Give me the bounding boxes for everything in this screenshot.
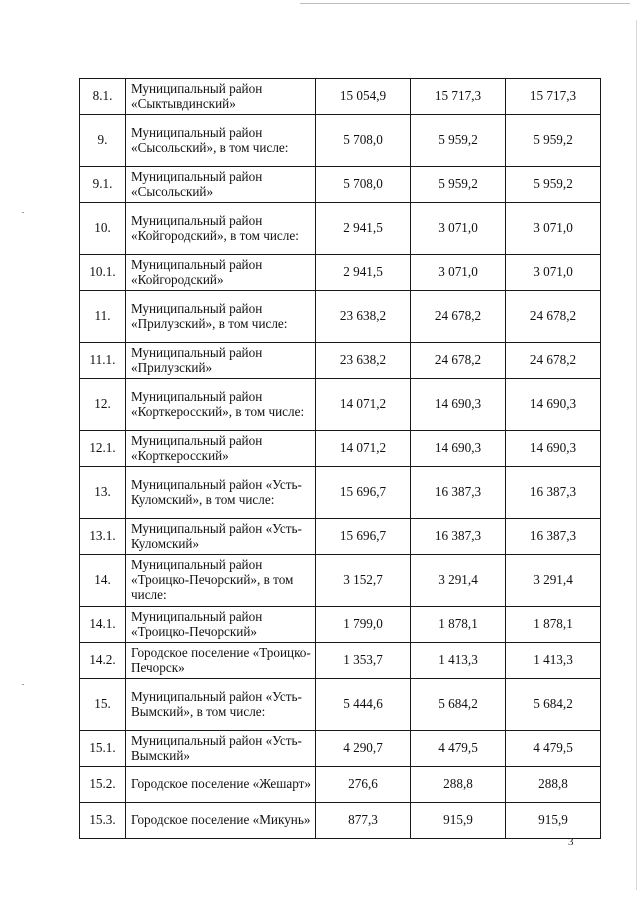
table-row — [80, 679, 601, 731]
amount-col-2: 3 071,0 — [411, 203, 506, 255]
row-number: 15. — [80, 679, 126, 731]
amount-col-2: 5 959,2 — [411, 115, 506, 167]
amount-col-1: 15 696,7 — [316, 467, 411, 519]
table-row — [80, 767, 601, 803]
municipality-name: Муниципальный район «Троицко-Печорский» — [126, 607, 316, 643]
amount-col-1: 5 444,6 — [316, 679, 411, 731]
amount-col-2: 5 684,2 — [411, 679, 506, 731]
municipality-name: Муниципальный район «Усть-Куломский» — [126, 519, 316, 555]
municipality-name: Муниципальный район «Усть-Вымский», в том числе: — [126, 679, 316, 731]
table-row — [80, 379, 601, 431]
amount-col-2: 14 690,3 — [411, 431, 506, 467]
table-row — [80, 519, 601, 555]
amount-col-1: 1 799,0 — [316, 607, 411, 643]
row-number: 9.1. — [80, 167, 126, 203]
amount-col-3: 24 678,2 — [506, 343, 601, 379]
row-number: 12. — [80, 379, 126, 431]
row-number: 15.1. — [80, 731, 126, 767]
municipality-name: Муниципальный район «Койгородский» — [126, 255, 316, 291]
amount-col-2: 4 479,5 — [411, 731, 506, 767]
table-row — [80, 291, 601, 343]
amount-col-3: 1 413,3 — [506, 643, 601, 679]
amount-col-2: 1 878,1 — [411, 607, 506, 643]
amount-col-2: 915,9 — [411, 803, 506, 839]
amount-col-2: 5 959,2 — [411, 167, 506, 203]
amount-col-1: 5 708,0 — [316, 167, 411, 203]
amount-col-1: 14 071,2 — [316, 431, 411, 467]
municipality-name: Муниципальный район «Троицко-Печорский», в том числе: — [126, 555, 316, 607]
row-number: 10. — [80, 203, 126, 255]
row-number: 14.2. — [80, 643, 126, 679]
amount-col-3: 5 684,2 — [506, 679, 601, 731]
amount-col-3: 15 717,3 — [506, 79, 601, 115]
table-row — [80, 607, 601, 643]
row-number: 15.2. — [80, 767, 126, 803]
amount-col-3: 16 387,3 — [506, 519, 601, 555]
amount-col-3: 1 878,1 — [506, 607, 601, 643]
amount-col-1: 3 152,7 — [316, 555, 411, 607]
municipality-name: Городское поселение «Микунь» — [126, 803, 316, 839]
amount-col-1: 1 353,7 — [316, 643, 411, 679]
amount-col-1: 15 054,9 — [316, 79, 411, 115]
amount-col-3: 4 479,5 — [506, 731, 601, 767]
table-row — [80, 731, 601, 767]
table-row — [80, 167, 601, 203]
municipality-name: Муниципальный район «Корткеросский», в том числе: — [126, 379, 316, 431]
amount-col-2: 24 678,2 — [411, 291, 506, 343]
municipality-name: Муниципальный район «Усть-Вымский» — [126, 731, 316, 767]
table-row — [80, 343, 601, 379]
amount-col-3: 5 959,2 — [506, 115, 601, 167]
municipality-name: Муниципальный район «Корткеросский» — [126, 431, 316, 467]
table-row — [80, 79, 601, 115]
table-row — [80, 255, 601, 291]
row-number: 14.1. — [80, 607, 126, 643]
amount-col-1: 4 290,7 — [316, 731, 411, 767]
row-number: 11. — [80, 291, 126, 343]
table-row — [80, 555, 601, 607]
amount-col-1: 14 071,2 — [316, 379, 411, 431]
amount-col-3: 3 071,0 — [506, 255, 601, 291]
municipality-name: Муниципальный район «Сыктывдинский» — [126, 79, 316, 115]
row-number: 13.1. — [80, 519, 126, 555]
amount-col-1: 15 696,7 — [316, 519, 411, 555]
amount-col-1: 2 941,5 — [316, 255, 411, 291]
table-row — [80, 643, 601, 679]
amount-col-1: 877,3 — [316, 803, 411, 839]
municipality-name: Муниципальный район «Прилузский», в том числе: — [126, 291, 316, 343]
row-number: 8.1. — [80, 79, 126, 115]
amount-col-3: 288,8 — [506, 767, 601, 803]
budget-distribution-table — [79, 78, 601, 839]
amount-col-2: 16 387,3 — [411, 519, 506, 555]
table-row — [80, 203, 601, 255]
row-number: 13. — [80, 467, 126, 519]
amount-col-1: 5 708,0 — [316, 115, 411, 167]
municipality-name: Муниципальный район «Сысольский», в том числе: — [126, 115, 316, 167]
municipality-name: Городское поселение «Жешарт» — [126, 767, 316, 803]
amount-col-1: 23 638,2 — [316, 343, 411, 379]
amount-col-3: 24 678,2 — [506, 291, 601, 343]
page-number: 3 — [568, 836, 574, 848]
row-number: 15.3. — [80, 803, 126, 839]
amount-col-3: 14 690,3 — [506, 431, 601, 467]
amount-col-2: 288,8 — [411, 767, 506, 803]
scan-edge-right — [636, 20, 637, 890]
municipality-name: Городское поселение «Троицко-Печорск» — [126, 643, 316, 679]
table-row — [80, 803, 601, 839]
row-number: 9. — [80, 115, 126, 167]
municipality-name: Муниципальный район «Сысольский» — [126, 167, 316, 203]
amount-col-1: 2 941,5 — [316, 203, 411, 255]
amount-col-1: 276,6 — [316, 767, 411, 803]
municipality-name: Муниципальный район «Усть-Куломский», в том числе: — [126, 467, 316, 519]
table-row — [80, 431, 601, 467]
row-number: 10.1. — [80, 255, 126, 291]
municipality-name: Муниципальный район «Койгородский», в том числе: — [126, 203, 316, 255]
amount-col-2: 3 071,0 — [411, 255, 506, 291]
amount-col-2: 3 291,4 — [411, 555, 506, 607]
row-number: 12.1. — [80, 431, 126, 467]
amount-col-3: 5 959,2 — [506, 167, 601, 203]
scan-speck — [22, 684, 24, 685]
municipality-name: Муниципальный район «Прилузский» — [126, 343, 316, 379]
amount-col-3: 16 387,3 — [506, 467, 601, 519]
amount-col-2: 24 678,2 — [411, 343, 506, 379]
row-number: 11.1. — [80, 343, 126, 379]
table-row — [80, 115, 601, 167]
amount-col-2: 14 690,3 — [411, 379, 506, 431]
amount-col-3: 915,9 — [506, 803, 601, 839]
table-row — [80, 467, 601, 519]
amount-col-3: 14 690,3 — [506, 379, 601, 431]
amount-col-3: 3 071,0 — [506, 203, 601, 255]
amount-col-1: 23 638,2 — [316, 291, 411, 343]
amount-col-2: 15 717,3 — [411, 79, 506, 115]
row-number: 14. — [80, 555, 126, 607]
amount-col-2: 16 387,3 — [411, 467, 506, 519]
scan-speck — [22, 212, 24, 213]
table-body — [80, 79, 601, 839]
amount-col-3: 3 291,4 — [506, 555, 601, 607]
amount-col-2: 1 413,3 — [411, 643, 506, 679]
scan-edge-top — [300, 3, 630, 4]
